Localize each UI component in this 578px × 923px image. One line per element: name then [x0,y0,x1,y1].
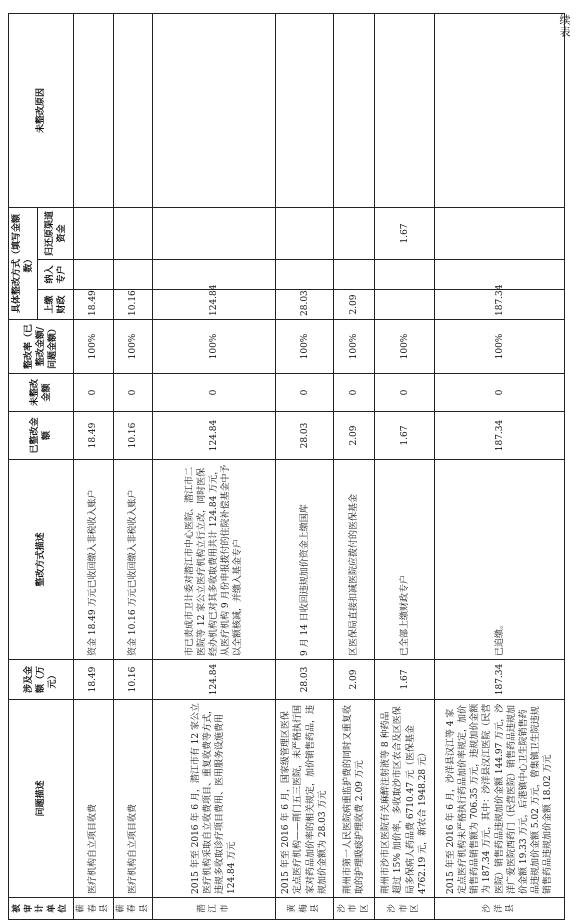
header-sub-account: 纳入专户 [38,260,74,290]
header-unit: 被审计单位 [9,898,74,920]
cell-reason [276,13,334,207]
cell-method: 市已责成市卫计委对潜江市中心医院、潜江市二医院等 12 家公立医疗机构立行立改，同时医保经办机构已对其多收取费用共计 124.84 万元，从医疗机构 9 月份申报拨付的住院补偿基金中予以全额核减，并缴入基金专户 [153,460,276,660]
cell-return [334,207,375,259]
cell-reason [74,13,113,207]
cell-problem: 医疗机构自立项目收费 [74,700,113,898]
cell-finance [375,290,435,320]
cell-account [74,260,113,290]
header-problem: 问题描述 [9,700,74,898]
cell-method: 已全部上缴财政专户 [375,460,435,660]
cell-rate: 100% [113,320,152,374]
header-sub-return: 归还原渠道资金 [38,207,74,259]
header-done: 已整改金额 [9,412,74,460]
cell-reason [375,13,435,207]
cell-finance: 18.49 [74,290,113,320]
cell-amount: 18.49 [74,660,113,700]
cell-finance: 187.34 [435,290,565,320]
cell-problem: 2015 年至 2016 年 6 月，潜江市有 12 家公立医疗机构采取自立收费项目、重复收费等方式，违规多收取诊疗项目费用、医用服务设施费用 124.84 万元 [153,700,276,898]
cell-finance: 10.16 [113,290,152,320]
cell-rate: 100% [435,320,565,374]
cell-unit: 潜江市 [153,898,276,920]
cell-undone: 0 [113,374,152,412]
cell-return [435,207,565,259]
cell-finance: 2.09 [334,290,375,320]
table-row [113,13,152,919]
cell-unit: 蕲春县 [113,898,152,920]
cell-reason [153,13,276,207]
cell-problem: 荆州市第一人民医院病重监护费的同时又重复收取的护理吸痰护理收费 2.09 万元 [334,700,375,898]
cell-problem: 荆州市沙市区医院有关麻醉注射液等 8 种药品超过 15% 加价率，多收取沙市区农合及区医保局多保病人药品费 6710.47 元（医保基金 4762.19 元，新农合 1948.28 元） [375,700,435,898]
cell-method: 资金 10.16 万元已收回缴入非税收入账户 [113,460,152,660]
cell-reason [334,13,375,207]
cell-rate: 100% [74,320,113,374]
cell-return [74,207,113,259]
cell-done: 187.34 [435,412,565,460]
cell-undone: 0 [435,374,565,412]
cell-method: 已追缴。 [435,460,565,660]
cell-amount: 10.16 [113,660,152,700]
cell-rate: 100% [276,320,334,374]
cell-done: 124.84 [153,412,276,460]
cell-return: 1.67 [375,207,435,259]
continuation-label: 续表 [558,14,571,38]
cell-undone: 0 [276,374,334,412]
table-row [334,13,375,919]
header-method: 整改方式描述 [9,460,74,660]
cell-return [276,207,334,259]
cell-finance: 28.03 [276,290,334,320]
cell-reason [435,13,565,207]
cell-done: 1.67 [375,412,435,460]
header-reason: 未整改原因 [9,13,74,207]
cell-reason [113,13,152,207]
table-row [74,13,113,919]
cell-account [276,260,334,290]
cell-account [334,260,375,290]
cell-unit: 沙市区 [334,898,375,920]
cell-unit: 沙洋县 [435,898,565,920]
cell-method: 资金 18.49 万元已收回缴入非税收入账户 [74,460,113,660]
cell-rate: 100% [375,320,435,374]
cell-amount: 124.84 [153,660,276,700]
header-detail-group: 具体整改方式（填写金额数） [9,207,38,319]
header-row-top [9,13,38,919]
cell-amount: 187.34 [435,660,565,700]
cell-method: 9 月 14 日收回违规加价资金上缴国库 [276,460,334,660]
header-sub-finance: 上缴财政 [38,290,74,320]
cell-amount: 1.67 [375,660,435,700]
cell-problem: 医疗机构自立项目收费 [113,700,152,898]
cell-undone: 0 [74,374,113,412]
header-rate: 整改率（已整改金额/问题金额） [9,320,74,374]
cell-unit: 黄梅县 [276,898,334,920]
table-row [435,13,565,919]
cell-amount: 28.03 [276,660,334,700]
table-row [276,13,334,919]
cell-done: 28.03 [276,412,334,460]
cell-method: 区医保局直接扣减医院应拨付的医保基金 [334,460,375,660]
header-amount: 涉及金额（万元） [9,660,74,700]
cell-problem: 2015 年至 2016 年 6 月，国家级管理区医保定点医疗机构——荆门五三医院，未严格执行国家对药品加价率的相关规定，加价销售药品，违规加价金额为 28.03 万元 [276,700,334,898]
cell-return [153,207,276,259]
rectification-table [8,13,565,920]
header-undone: 未整改金额 [9,374,74,412]
cell-return [113,207,152,259]
cell-account [375,260,435,290]
cell-done: 18.49 [74,412,113,460]
cell-undone: 0 [334,374,375,412]
cell-undone: 0 [153,374,276,412]
cell-done: 10.16 [113,412,152,460]
cell-done: 2.09 [334,412,375,460]
cell-undone: 0 [375,374,435,412]
cell-account [113,260,152,290]
cell-unit: 蕲春县 [74,898,113,920]
cell-finance: 124.84 [153,290,276,320]
table-row [375,13,435,919]
cell-problem: 2015 年至 2016 年 6 月，沙洋县汉江等 4 家定点医疗机构未严格执行药品加价率规定，加价销售药品销售额为 706.35 万元，违规加价金额为 187.34 万元，其中：沙洋县汉江医院（民营医院）销售药品违规加价金额 144.97 万元，沙洋广爱医院西药门（民营医院）销售药品违规加价金额 19.33 万元，后港镇中心卫生院销售药品违规加价金额 5.02 万元，曾集镇卫生院违规销售药品违规加价金额 18.02 万元 [435,700,565,898]
cell-unit: 沙市区 [375,898,435,920]
table-row [153,13,276,919]
cell-rate: 100% [334,320,375,374]
cell-amount: 2.09 [334,660,375,700]
cell-rate: 100% [153,320,276,374]
